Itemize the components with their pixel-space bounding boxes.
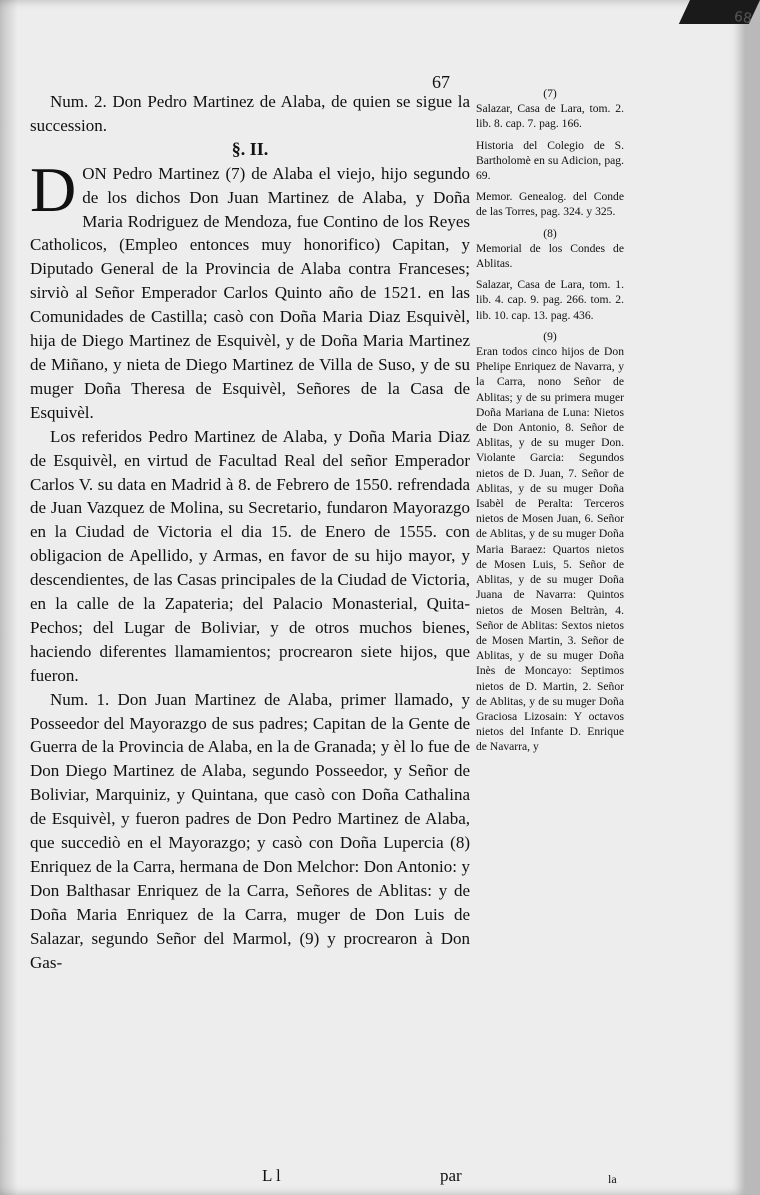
section-marker: §. II. — [231, 138, 269, 159]
note-8-ref-b: Salazar, Casa de Lara, tom. 1. lib. 4. cap. 9. pag. 266. tom. 2. lib. 10. cap. 13. pag. 436. — [476, 278, 624, 322]
paragraph-1-text: ON Pedro Martinez (7) de Alaba el viejo, hijo segundo de los dichos Don Juan Martinez de Alaba, y Doña Maria Rodriguez de Mendoza, fue Contino de los Reyes Catholicos, (Empleo entonces muy honorifico) Capitan, y Diputado General de la Provincia de Alaba contra Franceses; sirviò al Señor Emperador Carlos Quinto año de 1521. en las Comunidades de Castilla; casò con Doña Maria Diaz Esquivèl, hija de Diego Martinez de Esquivèl, y de Doña Maria Martinez de Miñano, y nieta de Diego Martinez de Villa de Suso, y de su muger Doña Theresa de Esquivèl, Señores de la Casa de Esquivèl. — [30, 163, 470, 422]
marginal-notes — [476, 86, 624, 761]
signature-mark: L l — [262, 1166, 281, 1185]
note-7-number: (7) — [543, 87, 557, 100]
drop-cap: D — [30, 153, 77, 225]
entry-heading: Num. 2. Don Pedro Martinez de Alaba, de quien se sigue la succession. — [30, 92, 470, 135]
note-9-number: (9) — [543, 329, 557, 343]
paragraph-2: Los referidos Pedro Martinez de Alaba, y Doña Maria Diaz de Esquivèl, en virtud de Facultad Real del señor Emperador Carlos V. su data en Madrid à 8. de Febrero de 1550. refrendada de Juan Vazquez de Molina, su Secretario, fundaron Mayorazgo en la Ciudad de Victoria el dia 15. de Enero de 1555. con obligacion de Apellido, y Armas, en favor de su hijo mayor, y descendientes, de las Casas principales de la Ciudad de Victoria, en la calle de la Zapateria; del Palacio Monasterial, Quita-Pechos; del Lugar de Boliviar, y de otros muchos bienes, haciendo diferentes llamamientos; procrearon siete hijos, que fueron. — [30, 426, 470, 685]
corner-folio-number: 68 — [733, 8, 754, 28]
marginal-catchword: la — [608, 1172, 617, 1186]
main-text-column — [30, 90, 470, 975]
note-7-ref-a: Salazar, Casa de Lara, tom. 2. lib. 8. cap. 7. pag. 166. — [476, 102, 624, 131]
note-9-text: Eran todos cinco hijos de Don Phelipe Enriquez de Navarra, y la Carra, nono Señor de Ablitas; y de su primera muger Doña Mariana de Luna: Nietos de Don Antonio, 8. Señor de Ablitas, y de su muger Don. Violante Garcia: Segundos nietos de D. Juan, 7. Señor de Ablitas, y de su muger Doña Isabèl de Peralta: Terceros nietos de Mosen Juan, 6. Señor de Ablitas, y de su muger Doña Maria Baraez: Quartos nietos de Mosen Luis, 5. Señor de Ablitas, y de su muger Doña Juana de Navarra: Quintos nietos de Mosen Beltràn, 4. Señor de Ablitas: Sextos nietos de Mosen Martin, 3. Señor de Ablitas, y de su muger Doña Inès de Moncayo: Septimos nietos de D. Martin, 2. Señor de Ablitas, y de su muger Doña Graciosa Lizosain: Y octavos nietos del Infante D. Enrique de Navarra, y — [476, 345, 624, 754]
note-7-ref-b: Historia del Colegio de S. Bartholomè en su Adicion, pag. 69. — [476, 138, 624, 183]
page-number: 67 — [432, 72, 450, 92]
paragraph-1 — [30, 153, 470, 425]
note-7-ref-c: Memor. Genealog. del Conde de las Torres, pag. 324. y 325. — [476, 190, 624, 219]
note-8-number: (8) — [543, 226, 557, 240]
page-fold-shadow — [0, 0, 18, 1195]
paragraph-3: Num. 1. Don Juan Martinez de Alaba, primer llamado, y Posseedor del Mayorazgo de sus padres; Capitan de la Gente de Guerra de la Provincia de Alaba, en la de Granada; y èl lo fue de Don Diego Martinez de Alaba, segundo Posseedor, y Señor de Boliviar, Marquiniz, y Quintana, que casò con Doña Cathalina de Esquivèl, y fueron padres de Don Pedro Martinez de Alaba, que succediò en el Mayorazgo; y casò con Doña Lupercia (8) Enriquez de la Carra, hermana de Don Melchor: Don Antonio: y Don Balthasar Enriquez de la Carra, Señores de Ablitas: y de Doña Maria Enriquez de la Carra, muger de Don Luis de Salazar, segundo Señor del Marmol, (9) y procrearon à Don Gas- — [30, 689, 470, 972]
catchword: par — [440, 1166, 462, 1185]
note-8-ref-a: Memorial de los Condes de Ablitas. — [476, 241, 624, 271]
